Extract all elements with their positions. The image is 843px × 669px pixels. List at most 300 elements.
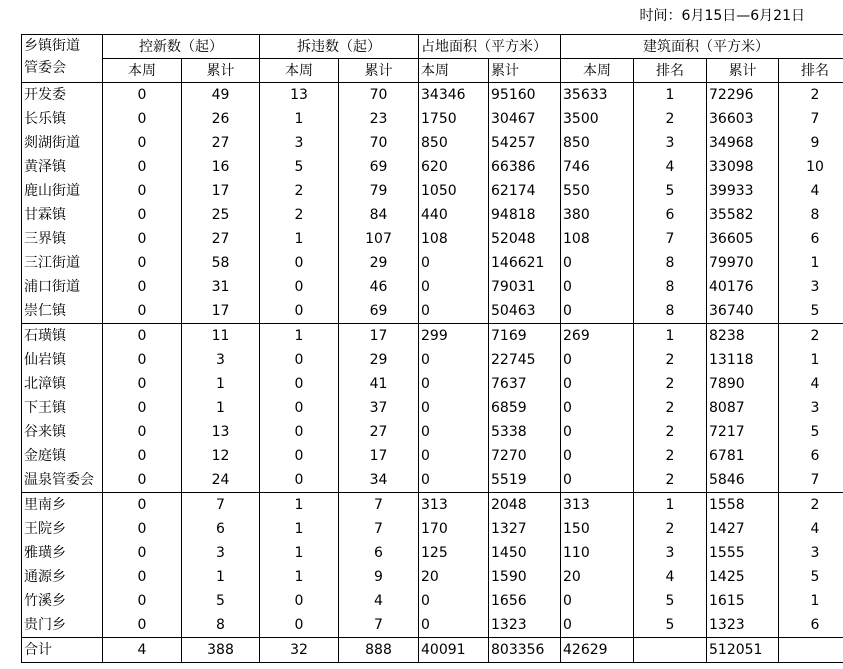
- value-cell: 41: [339, 372, 419, 396]
- value-cell: 37: [339, 396, 419, 420]
- value-cell: 0: [103, 203, 182, 227]
- table-row: [22, 131, 843, 155]
- value-cell: 0: [260, 251, 339, 275]
- town-name-cell: 仙岩镇: [22, 348, 103, 372]
- value-cell: 0: [419, 251, 489, 275]
- value-cell: 1: [260, 227, 339, 251]
- value-cell: 29: [339, 251, 419, 275]
- value-cell: 5: [182, 589, 260, 613]
- header-new-control: 控新数（起）: [103, 35, 260, 59]
- town-name-cell: 谷来镇: [22, 420, 103, 444]
- table-row: [22, 299, 843, 324]
- value-cell: 0: [103, 396, 182, 420]
- value-cell: 0: [103, 131, 182, 155]
- value-cell: 2: [779, 324, 843, 349]
- value-cell: 5: [779, 420, 843, 444]
- value-cell: 0: [260, 589, 339, 613]
- table-row: [22, 324, 843, 349]
- value-cell: 2: [260, 203, 339, 227]
- value-cell: 0: [260, 299, 339, 324]
- town-name-cell: 三江街道: [22, 251, 103, 275]
- table-row: [22, 444, 843, 468]
- value-cell: 2: [634, 372, 707, 396]
- value-cell: 72296: [707, 83, 779, 108]
- value-cell: 9: [339, 565, 419, 589]
- value-cell: 0: [419, 589, 489, 613]
- value-cell: 16: [182, 155, 260, 179]
- value-cell: 0: [103, 83, 182, 108]
- value-cell: 17: [182, 299, 260, 324]
- value-cell: 8: [779, 203, 843, 227]
- value-cell: 0: [103, 179, 182, 203]
- value-cell: 69: [339, 155, 419, 179]
- value-cell: 1427: [707, 517, 779, 541]
- town-name-cell: 王院乡: [22, 517, 103, 541]
- subheader-cell: 本周: [103, 59, 182, 83]
- value-cell: 5: [634, 589, 707, 613]
- value-cell: 1: [260, 517, 339, 541]
- value-cell: 17: [339, 324, 419, 349]
- value-cell: 3: [779, 541, 843, 565]
- value-cell: 8238: [707, 324, 779, 349]
- value-cell: 3: [634, 541, 707, 565]
- value-cell: 5846: [707, 468, 779, 493]
- value-cell: 0: [561, 275, 634, 299]
- total-value-cell: [634, 638, 707, 663]
- value-cell: 27: [182, 227, 260, 251]
- town-name-cell: 下王镇: [22, 396, 103, 420]
- value-cell: 7270: [489, 444, 561, 468]
- value-cell: 0: [260, 348, 339, 372]
- value-cell: 1450: [489, 541, 561, 565]
- value-cell: 0: [260, 468, 339, 493]
- value-cell: 0: [419, 372, 489, 396]
- value-cell: 0: [103, 420, 182, 444]
- value-cell: 0: [103, 468, 182, 493]
- header-row-groups: [22, 35, 843, 59]
- value-cell: 380: [561, 203, 634, 227]
- value-cell: 2: [634, 107, 707, 131]
- table-row: [22, 541, 843, 565]
- town-name-cell: 里南乡: [22, 493, 103, 518]
- value-cell: 7: [182, 493, 260, 518]
- value-cell: 0: [561, 396, 634, 420]
- value-cell: 36605: [707, 227, 779, 251]
- table-row: [22, 565, 843, 589]
- value-cell: 0: [260, 444, 339, 468]
- subheader-cell: 本周: [419, 59, 489, 83]
- value-cell: 850: [419, 131, 489, 155]
- town-name-cell: 金庭镇: [22, 444, 103, 468]
- value-cell: 34968: [707, 131, 779, 155]
- value-cell: 49: [182, 83, 260, 108]
- header-building-area: 建筑面积（平方米）: [561, 35, 843, 59]
- town-name-cell: 开发委: [22, 83, 103, 108]
- value-cell: 0: [561, 468, 634, 493]
- value-cell: 34: [339, 468, 419, 493]
- value-cell: 2: [634, 420, 707, 444]
- value-cell: 1425: [707, 565, 779, 589]
- value-cell: 5: [779, 299, 843, 324]
- value-cell: 9: [779, 131, 843, 155]
- value-cell: 84: [339, 203, 419, 227]
- header-land-area: 占地面积（平方米）: [419, 35, 561, 59]
- value-cell: 2: [779, 493, 843, 518]
- table-row: [22, 420, 843, 444]
- value-cell: 440: [419, 203, 489, 227]
- value-cell: 3: [779, 275, 843, 299]
- value-cell: 62174: [489, 179, 561, 203]
- value-cell: 0: [561, 420, 634, 444]
- value-cell: 1: [634, 83, 707, 108]
- value-cell: 1615: [707, 589, 779, 613]
- value-cell: 0: [103, 517, 182, 541]
- value-cell: 0: [103, 227, 182, 251]
- value-cell: 29: [339, 348, 419, 372]
- value-cell: 150: [561, 517, 634, 541]
- table-row: [22, 107, 843, 131]
- value-cell: 13: [182, 420, 260, 444]
- value-cell: 0: [260, 275, 339, 299]
- town-name-cell: 浦口街道: [22, 275, 103, 299]
- table-row: [22, 493, 843, 518]
- value-cell: 0: [561, 348, 634, 372]
- value-cell: 22745: [489, 348, 561, 372]
- value-cell: 125: [419, 541, 489, 565]
- value-cell: 27: [182, 131, 260, 155]
- value-cell: 0: [103, 372, 182, 396]
- value-cell: 95160: [489, 83, 561, 108]
- value-cell: 79970: [707, 251, 779, 275]
- value-cell: 8: [634, 251, 707, 275]
- value-cell: 5519: [489, 468, 561, 493]
- value-cell: 0: [103, 324, 182, 349]
- value-cell: 1656: [489, 589, 561, 613]
- value-cell: 0: [419, 613, 489, 638]
- value-cell: 7: [339, 517, 419, 541]
- value-cell: 0: [419, 444, 489, 468]
- value-cell: 0: [103, 299, 182, 324]
- value-cell: 746: [561, 155, 634, 179]
- value-cell: 0: [103, 589, 182, 613]
- value-cell: 50463: [489, 299, 561, 324]
- table-body: [22, 83, 843, 663]
- value-cell: 2: [779, 83, 843, 108]
- value-cell: 3: [182, 348, 260, 372]
- town-name-cell: 黄泽镇: [22, 155, 103, 179]
- value-cell: 3: [779, 396, 843, 420]
- value-cell: 6: [634, 203, 707, 227]
- report-date-range: 时间：6月15日—6月21日: [639, 8, 805, 24]
- value-cell: 0: [103, 613, 182, 638]
- value-cell: 8: [634, 275, 707, 299]
- town-name-cell: 剡湖街道: [22, 131, 103, 155]
- value-cell: 107: [339, 227, 419, 251]
- total-value-cell: 32: [260, 638, 339, 663]
- value-cell: 4: [779, 372, 843, 396]
- value-cell: 0: [103, 348, 182, 372]
- value-cell: 27: [339, 420, 419, 444]
- value-cell: 5: [779, 565, 843, 589]
- value-cell: 146621: [489, 251, 561, 275]
- total-value-cell: 4: [103, 638, 182, 663]
- value-cell: 6: [779, 613, 843, 638]
- table-row: [22, 348, 843, 372]
- value-cell: 1: [182, 372, 260, 396]
- subheader-cell: 累计: [489, 59, 561, 83]
- total-value-cell: [779, 638, 843, 663]
- value-cell: 30467: [489, 107, 561, 131]
- value-cell: 70: [339, 131, 419, 155]
- value-cell: 1: [779, 251, 843, 275]
- town-name-cell: 长乐镇: [22, 107, 103, 131]
- table-row: [22, 396, 843, 420]
- value-cell: 550: [561, 179, 634, 203]
- header-town-line1: 乡镇街道: [24, 38, 80, 54]
- value-cell: 0: [561, 299, 634, 324]
- subheader-cell: 累计: [707, 59, 779, 83]
- value-cell: 20: [419, 565, 489, 589]
- value-cell: 0: [561, 251, 634, 275]
- value-cell: 8: [182, 613, 260, 638]
- value-cell: 35582: [707, 203, 779, 227]
- value-cell: 94818: [489, 203, 561, 227]
- total-value-cell: 40091: [419, 638, 489, 663]
- value-cell: 0: [561, 613, 634, 638]
- value-cell: 2: [634, 396, 707, 420]
- value-cell: 3: [260, 131, 339, 155]
- total-row: [22, 638, 843, 663]
- total-value-cell: 42629: [561, 638, 634, 663]
- value-cell: 0: [419, 348, 489, 372]
- total-value-cell: 512051: [707, 638, 779, 663]
- value-cell: 3: [634, 131, 707, 155]
- value-cell: 69: [339, 299, 419, 324]
- value-cell: 34346: [419, 83, 489, 108]
- value-cell: 8: [634, 299, 707, 324]
- value-cell: 1590: [489, 565, 561, 589]
- value-cell: 0: [419, 299, 489, 324]
- value-cell: 70: [339, 83, 419, 108]
- value-cell: 6: [779, 444, 843, 468]
- value-cell: 0: [561, 444, 634, 468]
- value-cell: 5: [634, 613, 707, 638]
- table-row: [22, 251, 843, 275]
- value-cell: 0: [103, 444, 182, 468]
- town-name-cell: 崇仁镇: [22, 299, 103, 324]
- value-cell: 1: [260, 541, 339, 565]
- total-label-cell: 合计: [22, 638, 103, 663]
- table-row: [22, 372, 843, 396]
- value-cell: 3: [182, 541, 260, 565]
- header-town: [22, 35, 103, 83]
- value-cell: 0: [561, 372, 634, 396]
- value-cell: 1: [779, 589, 843, 613]
- value-cell: 313: [561, 493, 634, 518]
- value-cell: 2: [260, 179, 339, 203]
- value-cell: 0: [419, 396, 489, 420]
- value-cell: 0: [103, 541, 182, 565]
- value-cell: 54257: [489, 131, 561, 155]
- table-row: [22, 179, 843, 203]
- table-row: [22, 155, 843, 179]
- value-cell: 0: [260, 420, 339, 444]
- value-cell: 5338: [489, 420, 561, 444]
- value-cell: 1327: [489, 517, 561, 541]
- header-town-line2: 管委会: [24, 60, 66, 76]
- value-cell: 0: [419, 420, 489, 444]
- value-cell: 17: [339, 444, 419, 468]
- subheader-cell: 累计: [182, 59, 260, 83]
- value-cell: 0: [260, 372, 339, 396]
- value-cell: 2048: [489, 493, 561, 518]
- value-cell: 36603: [707, 107, 779, 131]
- value-cell: 1: [634, 493, 707, 518]
- table-row: [22, 517, 843, 541]
- value-cell: 2: [634, 444, 707, 468]
- value-cell: 1: [182, 565, 260, 589]
- value-cell: 2: [634, 468, 707, 493]
- value-cell: 13: [260, 83, 339, 108]
- value-cell: 1: [260, 493, 339, 518]
- table-row: [22, 613, 843, 638]
- value-cell: 26: [182, 107, 260, 131]
- total-value-cell: 388: [182, 638, 260, 663]
- subheader-cell: 本周: [260, 59, 339, 83]
- total-value-cell: 888: [339, 638, 419, 663]
- subheader-cell: 本周: [561, 59, 634, 83]
- town-name-cell: 温泉管委会: [22, 468, 103, 493]
- value-cell: 5: [634, 179, 707, 203]
- value-cell: 7: [339, 493, 419, 518]
- town-name-cell: 三界镇: [22, 227, 103, 251]
- value-cell: 12: [182, 444, 260, 468]
- value-cell: 35633: [561, 83, 634, 108]
- demolition-statistics-table: [21, 34, 843, 663]
- value-cell: 1323: [489, 613, 561, 638]
- value-cell: 40176: [707, 275, 779, 299]
- town-name-cell: 石璜镇: [22, 324, 103, 349]
- value-cell: 6: [779, 227, 843, 251]
- total-value-cell: 803356: [489, 638, 561, 663]
- value-cell: 4: [779, 179, 843, 203]
- value-cell: 299: [419, 324, 489, 349]
- town-name-cell: 甘霖镇: [22, 203, 103, 227]
- value-cell: 0: [103, 565, 182, 589]
- value-cell: 1: [260, 565, 339, 589]
- value-cell: 5: [260, 155, 339, 179]
- value-cell: 6: [339, 541, 419, 565]
- value-cell: 313: [419, 493, 489, 518]
- value-cell: 269: [561, 324, 634, 349]
- value-cell: 4: [339, 589, 419, 613]
- value-cell: 850: [561, 131, 634, 155]
- value-cell: 66386: [489, 155, 561, 179]
- value-cell: 39933: [707, 179, 779, 203]
- value-cell: 79031: [489, 275, 561, 299]
- value-cell: 31: [182, 275, 260, 299]
- town-name-cell: 通源乡: [22, 565, 103, 589]
- header-demolition: 拆违数（起）: [260, 35, 419, 59]
- value-cell: 0: [103, 275, 182, 299]
- value-cell: 11: [182, 324, 260, 349]
- value-cell: 36740: [707, 299, 779, 324]
- value-cell: 1555: [707, 541, 779, 565]
- value-cell: 0: [103, 107, 182, 131]
- value-cell: 110: [561, 541, 634, 565]
- subheader-cell: 排名: [779, 59, 843, 83]
- value-cell: 4: [634, 155, 707, 179]
- table-row: [22, 83, 843, 108]
- value-cell: 7890: [707, 372, 779, 396]
- value-cell: 13118: [707, 348, 779, 372]
- value-cell: 52048: [489, 227, 561, 251]
- value-cell: 0: [561, 589, 634, 613]
- value-cell: 0: [260, 396, 339, 420]
- value-cell: 3500: [561, 107, 634, 131]
- value-cell: 8087: [707, 396, 779, 420]
- value-cell: 1323: [707, 613, 779, 638]
- value-cell: 6: [182, 517, 260, 541]
- value-cell: 170: [419, 517, 489, 541]
- value-cell: 20: [561, 565, 634, 589]
- value-cell: 1050: [419, 179, 489, 203]
- value-cell: 7: [634, 227, 707, 251]
- town-name-cell: 雅璜乡: [22, 541, 103, 565]
- value-cell: 58: [182, 251, 260, 275]
- value-cell: 24: [182, 468, 260, 493]
- value-cell: 7637: [489, 372, 561, 396]
- value-cell: 1: [260, 107, 339, 131]
- value-cell: 2: [634, 517, 707, 541]
- value-cell: 4: [779, 517, 843, 541]
- value-cell: 1558: [707, 493, 779, 518]
- value-cell: 6781: [707, 444, 779, 468]
- value-cell: 23: [339, 107, 419, 131]
- subheader-cell: 排名: [634, 59, 707, 83]
- value-cell: 0: [103, 155, 182, 179]
- value-cell: 1: [260, 324, 339, 349]
- header-row-sub: [22, 59, 843, 83]
- value-cell: 7: [339, 613, 419, 638]
- value-cell: 108: [561, 227, 634, 251]
- value-cell: 10: [779, 155, 843, 179]
- value-cell: 1: [182, 396, 260, 420]
- subheader-cell: 累计: [339, 59, 419, 83]
- value-cell: 79: [339, 179, 419, 203]
- table-row: [22, 227, 843, 251]
- value-cell: 1: [634, 324, 707, 349]
- value-cell: 7: [779, 468, 843, 493]
- value-cell: 1: [779, 348, 843, 372]
- table-row: [22, 468, 843, 493]
- value-cell: 0: [103, 251, 182, 275]
- value-cell: 1750: [419, 107, 489, 131]
- value-cell: 0: [260, 613, 339, 638]
- value-cell: 33098: [707, 155, 779, 179]
- table-row: [22, 589, 843, 613]
- value-cell: 17: [182, 179, 260, 203]
- value-cell: 4: [634, 565, 707, 589]
- value-cell: 46: [339, 275, 419, 299]
- table-row: [22, 275, 843, 299]
- town-name-cell: 鹿山街道: [22, 179, 103, 203]
- value-cell: 7169: [489, 324, 561, 349]
- town-name-cell: 竹溪乡: [22, 589, 103, 613]
- value-cell: 0: [419, 275, 489, 299]
- value-cell: 620: [419, 155, 489, 179]
- table-row: [22, 203, 843, 227]
